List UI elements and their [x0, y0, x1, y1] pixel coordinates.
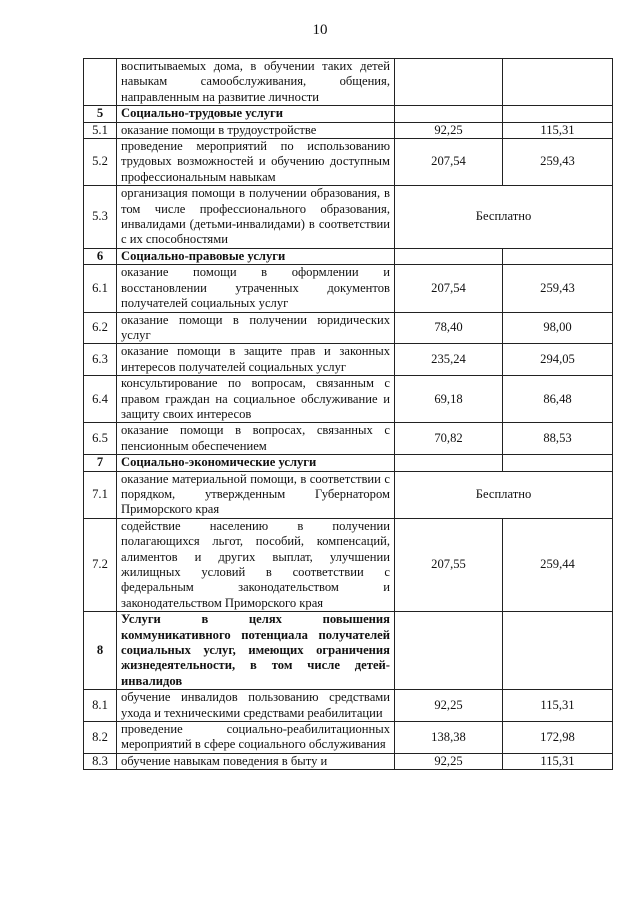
price-column-2: [503, 455, 613, 471]
table-row: [84, 518, 613, 611]
page-number: 10: [312, 22, 328, 38]
price-column-1: [395, 612, 503, 690]
price-column-2: [503, 248, 613, 264]
price-column-1: 92,25: [395, 690, 503, 722]
price-column-2: 88,53: [503, 423, 613, 455]
price-column-2: 86,48: [503, 376, 613, 423]
service-name: оказание материальной помощи, в соответствии с порядком, утвержденным Губернатором Приморского края: [117, 471, 395, 518]
price-column-2: 172,98: [503, 722, 613, 754]
price-column-2: 115,31: [503, 122, 613, 138]
service-name: проведение социально-реабилитационных мероприятий в сфере социального обслуживания: [117, 722, 395, 754]
row-number: 5.1: [84, 122, 117, 138]
table-body: [84, 59, 613, 770]
price-column-1: 69,18: [395, 376, 503, 423]
table-row: [84, 471, 613, 518]
row-number: 6.4: [84, 376, 117, 423]
price-column-1: [395, 455, 503, 471]
price-column-1: 207,55: [395, 518, 503, 611]
row-number: 5.3: [84, 186, 117, 249]
services-tariff-table: [83, 58, 613, 770]
service-name: оказание помощи в вопросах, связанных с пенсионным обеспечением: [117, 423, 395, 455]
row-number: 8: [84, 612, 117, 690]
table-row: [84, 344, 613, 376]
row-number: 7.1: [84, 471, 117, 518]
service-name: оказание помощи в получении юридических услуг: [117, 312, 395, 344]
price-column-2: 259,43: [503, 265, 613, 312]
service-name: Социально-правовые услуги: [117, 248, 395, 264]
service-name: оказание помощи в защите прав и законных интересов получателей социальных услуг: [117, 344, 395, 376]
price-column-2: 259,43: [503, 139, 613, 186]
table-row: [84, 122, 613, 138]
row-number: 6.5: [84, 423, 117, 455]
row-number: 6: [84, 248, 117, 264]
table-row: [84, 59, 613, 106]
table-row: [84, 753, 613, 769]
price-free: Бесплатно: [395, 471, 613, 518]
section-row: [84, 612, 613, 690]
section-row: [84, 455, 613, 471]
price-column-1: 92,25: [395, 753, 503, 769]
service-name: содействие населению в получении полагающихся льгот, пособий, компенсаций, алиментов и других выплат, улучшении жилищных условий в соответствии с федеральным законодательством и законодательством Приморского края: [117, 518, 395, 611]
price-column-1: 207,54: [395, 265, 503, 312]
table-row: [84, 312, 613, 344]
service-name: проведение мероприятий по использованию трудовых возможностей и обучению доступным профессиональным навыкам: [117, 139, 395, 186]
service-name: Социально-экономические услуги: [117, 455, 395, 471]
table-row: [84, 186, 613, 249]
service-name: воспитываемых дома, в обучении таких детей навыкам самообслуживания, общения, направленным на развитие личности: [117, 59, 395, 106]
row-number: 6.3: [84, 344, 117, 376]
row-number: 8.1: [84, 690, 117, 722]
row-number: 5: [84, 106, 117, 122]
row-number: 6.2: [84, 312, 117, 344]
table-row: [84, 722, 613, 754]
price-column-2: 294,05: [503, 344, 613, 376]
row-number: 7.2: [84, 518, 117, 611]
service-name: консультирование по вопросам, связанным с правом граждан на социальное обслуживание и защиту своих интересов: [117, 376, 395, 423]
service-name: Социально-трудовые услуги: [117, 106, 395, 122]
service-name: обучение навыкам поведения в быту и: [117, 753, 395, 769]
price-column-1: 70,82: [395, 423, 503, 455]
price-column-2: [503, 59, 613, 106]
table-row: [84, 139, 613, 186]
table-row: [84, 423, 613, 455]
section-row: [84, 248, 613, 264]
price-column-1: [395, 248, 503, 264]
row-number: [84, 59, 117, 106]
table-row: [84, 376, 613, 423]
price-column-1: 207,54: [395, 139, 503, 186]
price-column-2: 98,00: [503, 312, 613, 344]
section-row: [84, 106, 613, 122]
service-name: Услуги в целях повышения коммуникативного потенциала получателей социальных услуг, имеющих ограничения жизнедеятельности, в том числе детей-инвалидов: [117, 612, 395, 690]
price-column-2: 115,31: [503, 753, 613, 769]
price-column-2: 259,44: [503, 518, 613, 611]
price-column-1: 235,24: [395, 344, 503, 376]
price-column-2: [503, 612, 613, 690]
price-column-1: [395, 59, 503, 106]
price-column-2: 115,31: [503, 690, 613, 722]
price-column-1: 138,38: [395, 722, 503, 754]
price-column-1: 78,40: [395, 312, 503, 344]
table-row: [84, 690, 613, 722]
table-row: [84, 265, 613, 312]
price-column-1: 92,25: [395, 122, 503, 138]
price-column-2: [503, 106, 613, 122]
price-column-1: [395, 106, 503, 122]
service-name: обучение инвалидов пользованию средствами ухода и техническими средствами реабилитации: [117, 690, 395, 722]
service-name: организация помощи в получении образования, в том числе профессионального образования, инвалидами (детьми-инвалидами) в соответствии с их способностями: [117, 186, 395, 249]
service-name: оказание помощи в оформлении и восстановлении утраченных документов получателей социальных услуг: [117, 265, 395, 312]
row-number: 7: [84, 455, 117, 471]
service-name: оказание помощи в трудоустройстве: [117, 122, 395, 138]
row-number: 8.3: [84, 753, 117, 769]
row-number: 8.2: [84, 722, 117, 754]
row-number: 6.1: [84, 265, 117, 312]
row-number: 5.2: [84, 139, 117, 186]
price-free: Бесплатно: [395, 186, 613, 249]
